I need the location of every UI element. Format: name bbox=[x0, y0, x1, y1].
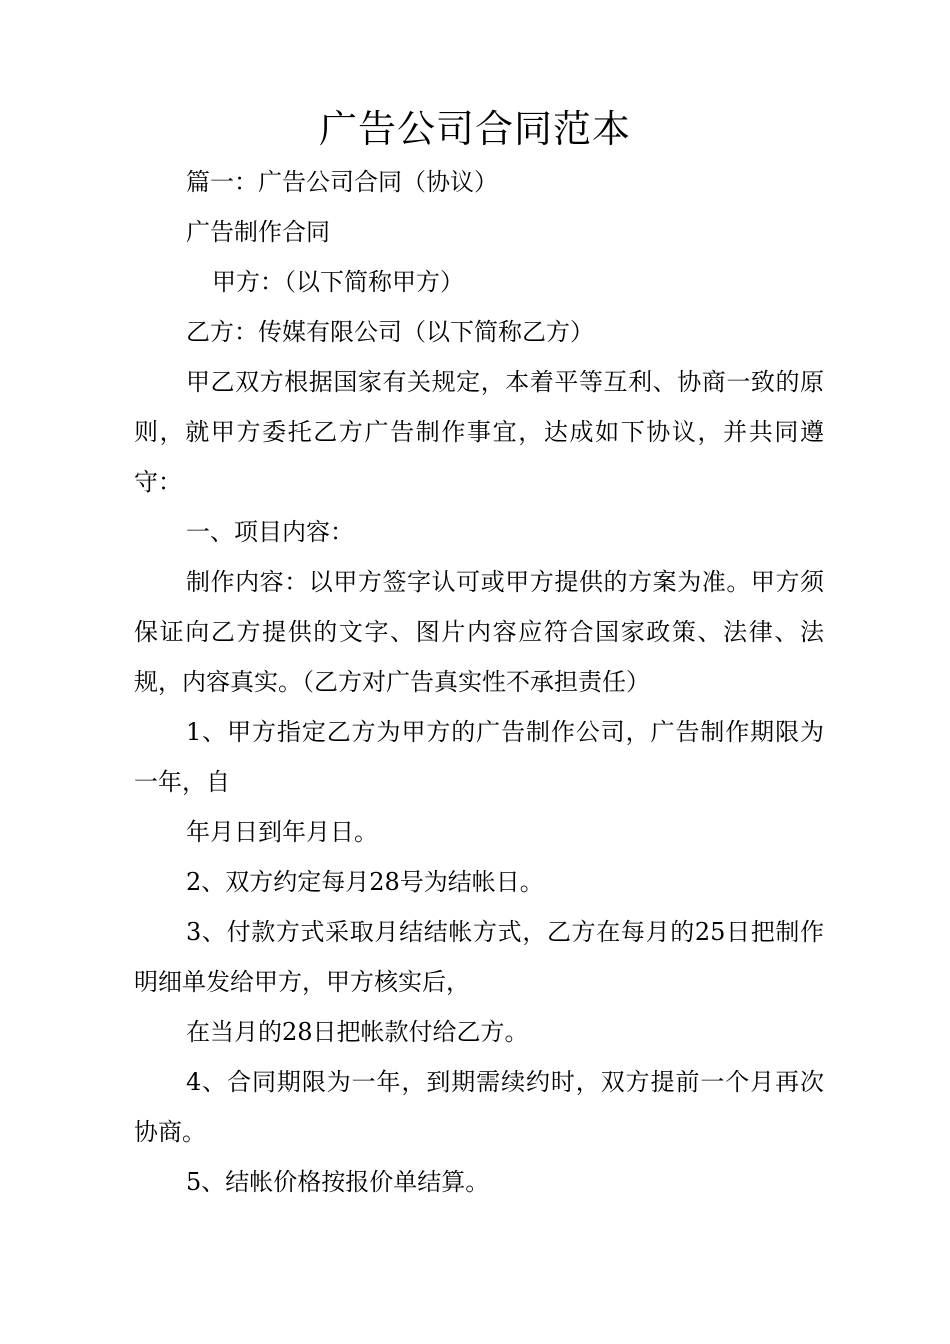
paragraph: 5、结帐价格按报价单结算。 bbox=[186, 1168, 490, 1196]
paragraph: 2、双方约定每月28号为结帐日。 bbox=[186, 868, 544, 896]
paragraph: 乙方：传媒有限公司（以下简称乙方） bbox=[186, 318, 594, 346]
paragraph: 4、合同期限为一年，到期需续约时，双方提前一个月再次协商。 bbox=[134, 1068, 824, 1146]
paragraph: 甲乙双方根据国家有关规定，本着平等互利、协商一致的原则，就甲方委托乙方广告制作事宜，达成如下协议，并共同遵守： bbox=[134, 368, 824, 496]
paragraph: 1、甲方指定乙方为甲方的广告制作公司，广告制作期限为一年，自 bbox=[134, 718, 824, 796]
paragraph: 3、付款方式采取月结结帐方式，乙方在每月的25日把制作明细单发给甲方，甲方核实后， bbox=[134, 918, 824, 996]
paragraph: 一、项目内容： bbox=[186, 518, 354, 546]
paragraph: 年月日到年月日。 bbox=[186, 818, 378, 846]
paragraph: 制作内容：以甲方签字认可或甲方提供的方案为准。甲方须保证向乙方提供的文字、图片内容应符合国家政策、法律、法规，内容真实。（乙方对广告真实性不承担责任） bbox=[134, 568, 824, 696]
document-body bbox=[134, 157, 824, 1207]
paragraph: 甲方：（以下简称甲方） bbox=[212, 268, 464, 296]
paragraph: 广告制作合同 bbox=[186, 218, 330, 246]
paragraph: 在当月的28日把帐款付给乙方。 bbox=[186, 1018, 529, 1046]
document-title: 广告公司合同范本 bbox=[318, 107, 631, 151]
paragraph: 篇一：广告公司合同（协议） bbox=[186, 168, 498, 196]
